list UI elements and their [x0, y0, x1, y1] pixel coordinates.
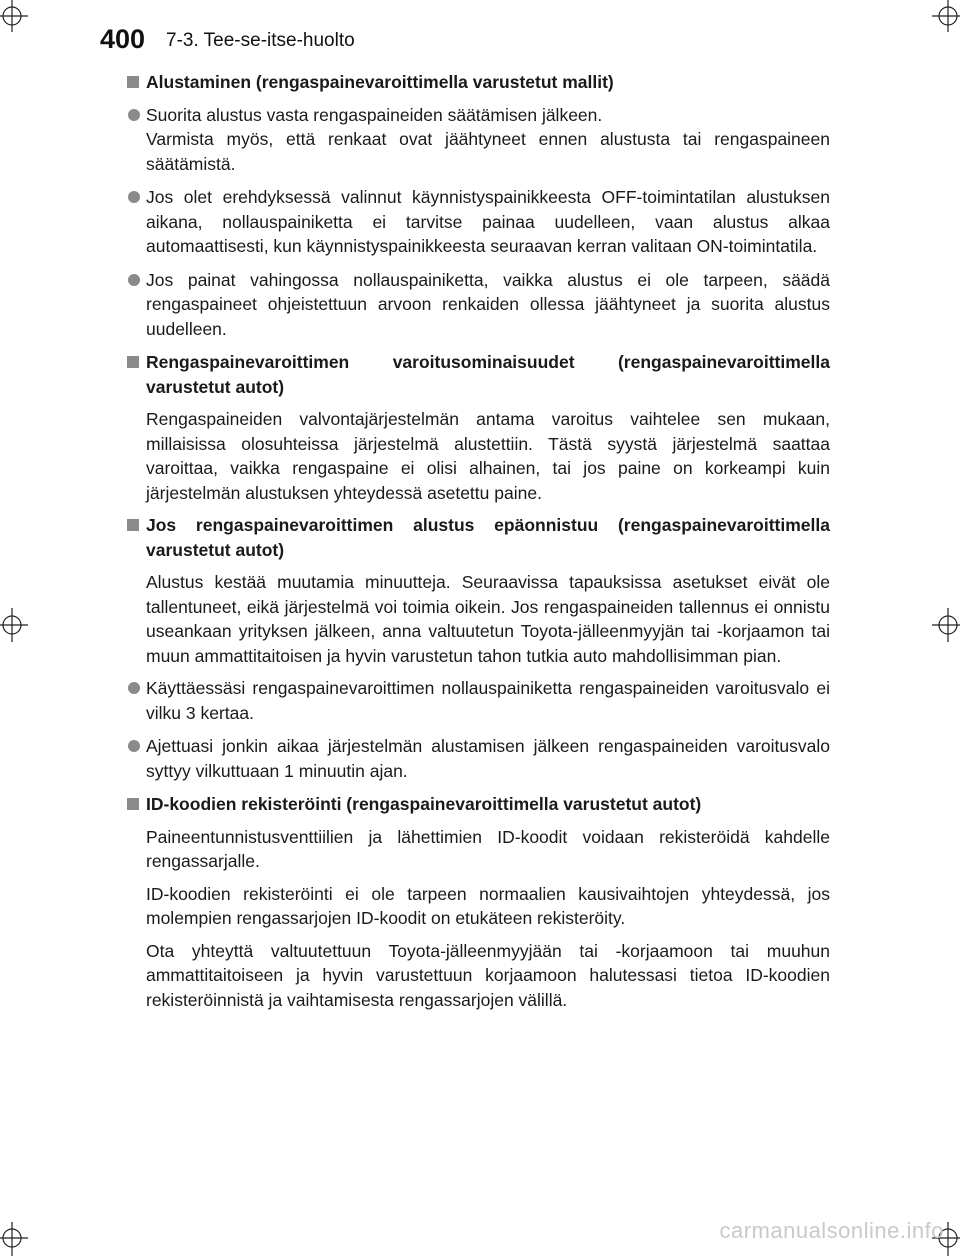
crop-mark-icon — [928, 0, 960, 32]
section-warning-features — [127, 350, 830, 505]
crop-mark-icon — [0, 608, 32, 642]
crop-mark-icon — [0, 0, 32, 32]
bullet-text: Ajettuasi jonkin aikaa järjestelmän alustamisen jälkeen rengaspaineiden varoitusvalo syttyy vilkuttuaan 1 minuutin ajan. — [146, 736, 830, 781]
bullet-text: Jos olet erehdyksessä valinnut käynnistyspainikkeesta OFF-toimintatilan alustuksen aikana, nollauspainiketta ei tarvitse painaa uudelleen, vaan alustus alkaa automaattisesti, kun käynnistyspainikkeesta seuraavan kerran valitaan ON-toimintatila. — [146, 187, 830, 256]
paragraph: Alustus kestää muutamia minuutteja. Seuraavissa tapauksissa asetukset eivät ole tallentuneet, eikä järjestelmä voi toimia oikein. Jos rengaspaineiden tallennus ei onnistu useankaan yrityksen jälkeen, anna valtuutetun Toyota-jälleenmyyjän tai -korjaamon tai muun ammattitaitoisen ja hyvin varustetun tahon tutkia auto mahdollisimman pian. — [146, 572, 830, 666]
paragraph: Paineentunnistusventtiilien ja lähettimien ID-koodit voidaan rekisteröidä kahdelle rengassarjalle. — [146, 826, 830, 871]
list-item — [127, 734, 830, 783]
square-bullet-icon — [127, 519, 139, 531]
bullet-text: Jos painat vahingossa nollauspainiketta, vaikka alustus ei ole tarpeen, säädä rengaspaineet ohjeistettuun arvoon renkaiden ollessa jäähtyneet ja suorita alustus uudelleen. — [146, 269, 830, 339]
section-heading — [127, 792, 830, 817]
page-number: 400 — [100, 24, 146, 54]
bullet-text: Suorita alustus vasta rengaspaineiden säätämisen jälkeen. — [146, 104, 603, 125]
heading-text: Jos rengaspainevaroittimen alustus epäonnistuu (rengaspainevaroittimella varustetut autot) — [146, 515, 830, 560]
paragraph: Rengaspaineiden valvontajärjestelmän antama varoitus vaihtelee sen mukaan, millaisissa olosuhteissa järjestelmä alustettiin. Tästä syystä järjestelmä saattaa varoittaa, vaikka rengaspaine ei olisi alhainen, tai jos paine on korkeampi kuin järjestelmän alustuksen yhteydessä asetettu paine. — [146, 409, 830, 503]
watermark: carmanualsonline.info — [719, 1218, 944, 1243]
bullet-text: Varmista myös, että renkaat ovat jäähtyneet ennen alustusta tai rengaspaineen säätämistä. — [146, 129, 830, 174]
page-content — [127, 70, 830, 1020]
paragraph: ID-koodien rekisteröinti ei ole tarpeen normaalien kausivaihtojen yhteydessä, jos molempien rengassarjojen ID-koodit on etukäteen rekisteröity. — [146, 883, 830, 928]
crop-mark-icon — [0, 1222, 32, 1256]
heading-text: Alustaminen (rengaspainevaroittimella varustetut mallit) — [146, 72, 614, 92]
circle-bullet-icon — [128, 109, 140, 121]
heading-text: ID-koodien rekisteröinti (rengaspainevaroittimella varustetut autot) — [146, 794, 702, 814]
section-heading — [127, 350, 830, 399]
section-title: 7-3. Tee-se-itse-huolto — [166, 30, 355, 51]
circle-bullet-icon — [128, 740, 140, 752]
square-bullet-icon — [127, 356, 139, 368]
circle-bullet-icon — [128, 191, 140, 203]
section-initialization-failure — [127, 513, 830, 783]
section-heading — [127, 513, 830, 562]
list-item — [127, 676, 830, 725]
list-item — [127, 268, 830, 342]
square-bullet-icon — [127, 798, 139, 810]
circle-bullet-icon — [128, 682, 140, 694]
list-item — [127, 185, 830, 259]
section-heading — [127, 70, 830, 95]
section-initialization — [127, 70, 830, 341]
bullet-text: Käyttäessäsi rengaspainevaroittimen nollauspainiketta rengaspaineiden varoitusvalo ei vilku 3 kertaa. — [146, 678, 830, 723]
square-bullet-icon — [127, 76, 139, 88]
circle-bullet-icon — [128, 274, 140, 286]
section-id-registration — [127, 792, 830, 1012]
list-item — [127, 103, 830, 177]
paragraph: Ota yhteyttä valtuutettuun Toyota-jälleenmyyjään tai -korjaamoon tai muuhun ammattitaitoiseen ja hyvin varustettuun korjaamoon halutessasi tietoa ID-koodien rekisteröinnistä ja vaihtamisesta rengassarjojen välillä. — [146, 940, 830, 1010]
heading-text: Rengaspainevaroittimen varoitusominaisuudet (rengaspainevaroittimella varustetut autot) — [146, 352, 830, 397]
crop-mark-icon — [928, 608, 960, 642]
